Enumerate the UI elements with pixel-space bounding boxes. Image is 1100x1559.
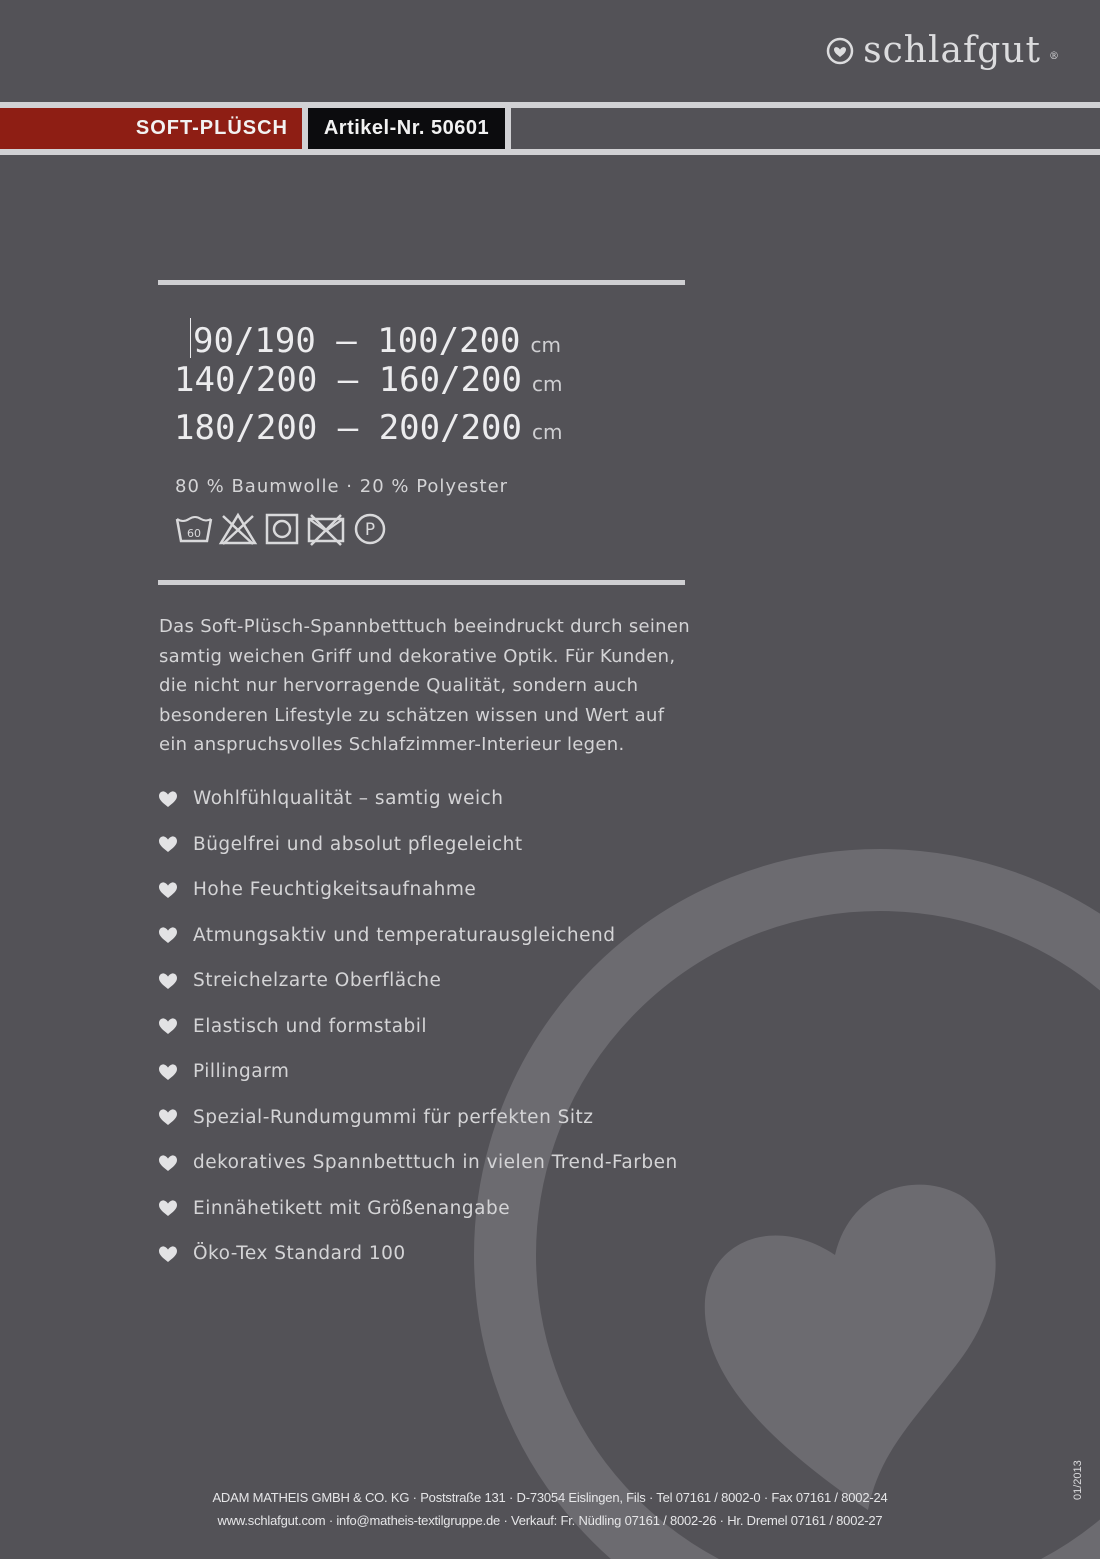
- edition-date: 01/2013: [1072, 1460, 1084, 1500]
- tumble-dry-icon: [262, 511, 302, 547]
- text-cursor: [190, 318, 191, 358]
- feature-item: [158, 867, 678, 913]
- feature-text: Spezial-Rundumgummi für perfekten Sitz: [193, 1106, 594, 1128]
- feature-item: [158, 1231, 678, 1277]
- no-tumble-dry-icon: [306, 511, 346, 547]
- feature-text: Öko-Tex Standard 100: [193, 1243, 406, 1265]
- heart-bullet-icon: [158, 1017, 178, 1035]
- heart-bullet-icon: [158, 790, 178, 808]
- product-description: [159, 612, 699, 760]
- feature-text: dekoratives Spannbetttuch in vielen Trend-Farben: [193, 1152, 678, 1174]
- feature-text: Bügelfrei und absolut pflegeleicht: [193, 833, 523, 855]
- size-list: [174, 312, 562, 456]
- feature-text: Elastisch und formstabil: [193, 1015, 428, 1037]
- feature-list: [158, 776, 678, 1277]
- feature-item: [158, 822, 678, 868]
- feature-text: Wohlfühlqualität – samtig weich: [193, 788, 504, 810]
- feature-item: [158, 1004, 678, 1050]
- size-row: [174, 408, 562, 456]
- size-row: [174, 360, 562, 408]
- size-range: 180/200 – 200/200: [174, 408, 522, 448]
- heart-bullet-icon: [158, 1199, 178, 1217]
- footer-company-line: ADAM MATHEIS GMBH & CO. KG · Poststraße 131 · D-73054 Eislingen, Fils · Tel 07161 / 8002-0 · Fax 07161 / 8002-24: [212, 1490, 888, 1505]
- feature-item: [158, 1186, 678, 1232]
- heart-circle-icon: [825, 36, 855, 66]
- heart-bullet-icon: [158, 1245, 178, 1263]
- size-unit: cm: [532, 420, 563, 444]
- wash-60-icon: [174, 511, 214, 547]
- description-line: ein anspruchsvolles Schlafzimmer-Interieur legen.: [159, 734, 625, 755]
- size-range: 140/200 – 160/200: [174, 360, 522, 400]
- band-divider: [505, 102, 511, 155]
- care-symbols: [174, 511, 390, 547]
- heart-bullet-icon: [158, 881, 178, 899]
- registered-mark: ®: [1049, 51, 1060, 62]
- header-band: [0, 102, 1100, 154]
- heart-bullet-icon: [158, 1154, 178, 1172]
- logo-text: schlafgut: [863, 30, 1041, 71]
- feature-text: Hohe Feuchtigkeitsaufnahme: [193, 879, 477, 901]
- product-line-label: SOFT-PLÜSCH: [0, 102, 302, 155]
- feature-item: [158, 958, 678, 1004]
- professional-clean-p-icon: [350, 511, 390, 547]
- description-line: Das Soft-Plüsch-Spannbetttuch beeindruckt durch seinen: [159, 616, 690, 637]
- feature-text: Pillingarm: [193, 1061, 290, 1083]
- feature-text: Atmungsaktiv und temperaturausgleichend: [193, 924, 616, 946]
- description-line: die nicht nur hervorragende Qualität, sondern auch: [159, 675, 639, 696]
- heart-bullet-icon: [158, 972, 178, 990]
- size-row: [174, 312, 562, 360]
- feature-text: Einnähetikett mit Größenangabe: [193, 1197, 511, 1219]
- divider-rule: [158, 280, 685, 285]
- size-unit: cm: [530, 333, 561, 357]
- heart-bullet-icon: [158, 1063, 178, 1081]
- heart-bullet-icon: [158, 1108, 178, 1126]
- wash-temp-label: 60: [187, 527, 201, 540]
- size-unit: cm: [532, 372, 563, 396]
- description-line: samtig weichen Griff und dekorative Optik. Für Kunden,: [159, 645, 676, 667]
- feature-item: [158, 1049, 678, 1095]
- heart-bullet-icon: [158, 835, 178, 853]
- feature-item: [158, 776, 678, 822]
- heart-bullet-icon: [158, 926, 178, 944]
- description-line: besonderen Lifestyle zu schätzen wissen und Wert auf: [159, 704, 665, 726]
- divider-rule: [158, 580, 685, 585]
- footer-contact-line: www.schlafgut.com · info@matheis-textilgruppe.de · Verkauf: Fr. Nüdling 07161 / 8002-26 · Hr. Dremel 07161 / 8002-27: [217, 1513, 883, 1528]
- material-composition: 80 % Baumwolle · 20 % Polyester: [175, 476, 509, 497]
- brand-logo: [825, 30, 1060, 71]
- feature-text: Streichelzarte Oberfläche: [193, 970, 442, 992]
- feature-item: [158, 1095, 678, 1141]
- feature-item: [158, 1140, 678, 1186]
- article-number-label: Artikel-Nr. 50601: [308, 102, 505, 155]
- feature-item: [158, 913, 678, 959]
- professional-clean-label: P: [364, 520, 376, 540]
- size-range: 90/190 – 100/200: [193, 321, 521, 361]
- no-bleach-icon: [218, 511, 258, 547]
